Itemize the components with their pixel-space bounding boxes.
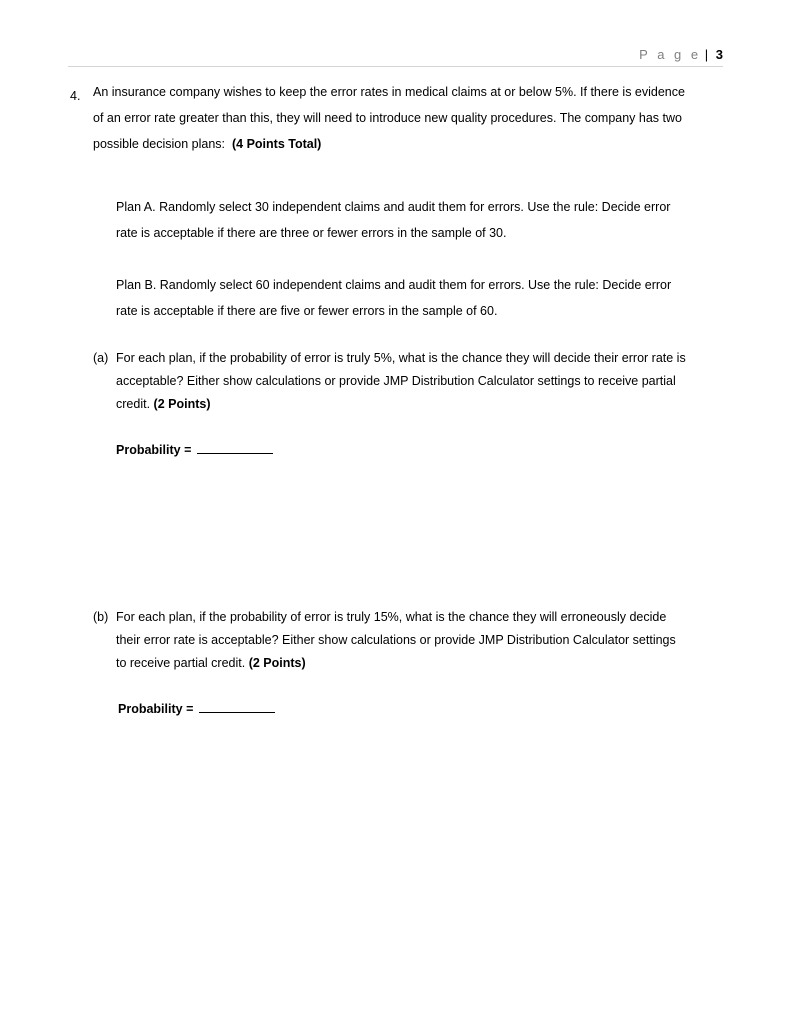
question-line: of an error rate greater than this, they will need to introduce new quality procedures. The company has two	[93, 111, 682, 125]
part-a-line	[93, 347, 686, 370]
question-line	[93, 131, 685, 157]
part-a	[93, 347, 686, 416]
part-b-points: (2 Points)	[248, 656, 306, 670]
part-b-line	[93, 652, 676, 675]
question-last-line: possible decision plans:	[93, 137, 226, 151]
page-number	[639, 46, 723, 64]
question-text	[93, 79, 685, 157]
part-a-answer	[116, 441, 273, 459]
question-line: An insurance company wishes to keep the error rates in medical claims at or below 5%. If there is evidence	[93, 85, 685, 99]
part-a-points: (2 Points)	[153, 397, 211, 411]
part-b	[93, 606, 676, 675]
plan-a	[116, 194, 670, 246]
part-b-line	[93, 606, 676, 629]
part-b-label: (b)	[93, 610, 109, 624]
part-a-answer-blank[interactable]	[197, 441, 273, 454]
question-number: 4.	[70, 89, 81, 103]
part-a-line: acceptable? Either show calculations or provide JMP Distribution Calculator settings to receive partial	[116, 374, 676, 388]
part-b-text: to receive partial credit.	[116, 656, 246, 670]
plan-b-line: rate is acceptable if there are five or fewer errors in the sample of 60.	[116, 304, 498, 318]
part-a-label: (a)	[93, 351, 109, 365]
part-b-answer-label: Probability =	[118, 702, 194, 716]
part-b-text: For each plan, if the probability of error is truly 15%, what is the chance they will erroneously decide	[116, 610, 667, 624]
page-header	[68, 46, 723, 67]
page-number-value: 3	[715, 47, 723, 62]
part-b-answer-blank[interactable]	[199, 700, 275, 713]
part-a-text: credit.	[116, 397, 151, 411]
part-b-answer	[118, 700, 275, 718]
page-separator: |	[704, 47, 709, 62]
plan-a-line: rate is acceptable if there are three or fewer errors in the sample of 30.	[116, 226, 507, 240]
plan-a-line: Plan A. Randomly select 30 independent claims and audit them for errors. Use the rule: Decide error	[116, 200, 671, 214]
page-word: P a g e	[639, 47, 702, 62]
question-points: (4 Points Total)	[231, 137, 322, 151]
plan-b-line: Plan B. Randomly select 60 independent claims and audit them for errors. Use the rule: Decide error	[116, 278, 672, 292]
part-b-line: their error rate is acceptable? Either show calculations or provide JMP Distribution Calculator settings	[116, 633, 676, 647]
part-a-text: For each plan, if the probability of error is truly 5%, what is the chance they will decide their error rate is	[116, 351, 686, 365]
part-a-answer-label: Probability =	[116, 443, 192, 457]
plan-b	[116, 272, 671, 324]
part-a-line	[93, 393, 686, 416]
